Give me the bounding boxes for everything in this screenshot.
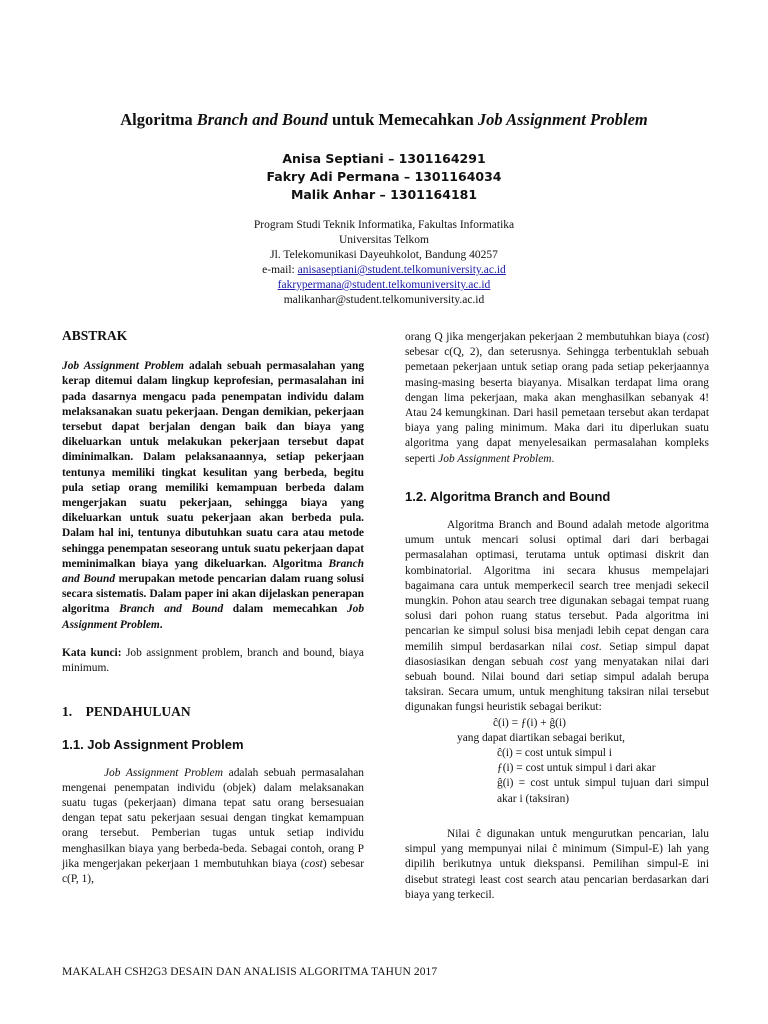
abstract-em-1: Job Assignment Problem <box>62 360 184 373</box>
last-paragraph: Nilai ĉ digunakan untuk mengurutkan pencarian, lalu simpul yang mempunyai nilai ĉ minimum (Simpul-E) lah yang dipilih berikutnya untuk diekspansi. Pemilihan simpul-E ini disebut strategi least cost search atau pencarian berdasarkan dari biaya yang terkecil. <box>405 827 709 901</box>
formula-item-2: ƒ(i) = cost untuk simpul i dari akar <box>497 762 656 775</box>
email-3: malikanhar@student.telkomuniversity.ac.id <box>283 294 485 306</box>
email-link-1[interactable]: anisaseptiani@student.telkomuniversity.ac.id <box>297 264 506 276</box>
affiliation <box>0 218 768 308</box>
abstract-em-4: Job Assignment Problem <box>62 603 365 631</box>
author-1: Anisa Septiani – 1301164291 <box>282 151 486 166</box>
affil-email-line <box>0 263 768 278</box>
keywords-text: Job assignment problem, branch and bound, biaya minimum. <box>62 646 364 675</box>
author-list <box>0 150 768 204</box>
rc-em-cost: cost <box>686 331 706 343</box>
author-2: Fakry Adi Permana – 1301164034 <box>266 169 502 184</box>
title-part2: Branch and Bound <box>196 110 328 129</box>
title-part4: Job Assignment Problem <box>477 110 648 129</box>
keywords <box>62 646 364 676</box>
abstract-text-3: dalam memecahkan <box>223 603 347 616</box>
abstract-text-4: . <box>159 618 163 631</box>
author-3: Malik Anhar – 1301164181 <box>290 187 478 202</box>
right-continuation <box>405 330 709 467</box>
abstract-text-1: adalah sebuah permasalahan yang kerap ditemui dalam lingkup keprofesian, permasalahan ini pada dasarnya mengacu pada penempatan individu dalam melaksanakan suatu pekerjaan. Dengan demikian, pekerjaan tersebut dapat berjalan dengan baik dan biaya yang dikeluarkan untuk melakukan pekerjaan tersebut dapat diminimalkan. Dalam pelaksanaannya, setiap pekerjaan tentunya memiliki tingkat kesulitan yang berbeda, begitu pula setiap orang memiliki kemampuan berbeda dalam mengerjakan suatu pekerjaan, sehingga biaya yang dikeluarkan untuk suatu pekerjaan akan berbeda pula. Dalam hal ini, tentunya dibutuhkan suatu cara atau metode sehingga penempatan seseorang untuk suatu pekerjaan dapat meminimalkan biaya yang dikeluarkan. Algoritma <box>62 360 365 570</box>
section1-1-heading: 1.1. Job Assignment Problem <box>62 737 244 753</box>
abstract-em-2: Branch and Bound <box>62 557 364 586</box>
rc-em-jap: Job Assignment Problem <box>438 452 552 465</box>
section1-2-heading: 1.2. Algoritma Branch and Bound <box>405 488 611 504</box>
formula-subtext: yang dapat diartikan sebagai berikut, <box>457 731 625 744</box>
rc-3: . <box>551 452 555 465</box>
b-1: Algoritma Branch and Bound adalah metode algoritma umum untuk mencari solusi optimal dari dari berbagai permasalahan optimasi, terutama untuk optimasi diskrit dan kombinatorial. Algoritma ini secara khusus mempelajari bagaimana cara untuk memperkecil search tree menjadi sekecil mungkin. Pohon atau search tree digunakan sebagai tempat ruang solusi dari pohon ruang status tersebut. Pada algoritma ini pencarian ke simpul solusi bisa menjadi lebih cepat dengan cara memilih simpul berdasarkan nilai <box>405 519 709 653</box>
title-part1: Algoritma <box>120 110 197 129</box>
s11-em: Job Assignment Problem <box>104 766 223 779</box>
formula-item-3: ĝ(i) = cost untuk simpul tujuan dari simpul akar i (taksiran) <box>497 777 709 805</box>
formula-item-1: ĉ(i) = cost untuk simpul i <box>497 747 612 760</box>
b-3: yang menyatakan nilai dari sebuah bound. Nilai bound dari setiap simpul adalah berupa taksiran. Secara umum, untuk menghitung taksiran nilai tersebut digunakan fungsi heuristik sebagai berikut: <box>405 655 709 714</box>
abstract-em-3: Branch and Bound <box>119 603 224 616</box>
s11-text: adalah sebuah permasalahan mengenai penempatan individu (objek) dalam melaksanakan suatu tugas (pekerjaan) dimana tepat satu orang bersesuaian dengan tepat satu pekerjaan sesuai dengan tingkat kemampuan orang tersebut. Pemberian tugas untuk setiap individu menghasilkan biaya yang berbeda-beda. Sebagai contoh, orang P jika mengerjakan pekerjaan 1 membutuhkan biaya ( <box>62 766 364 870</box>
abstract-heading: ABSTRAK <box>62 328 128 343</box>
right-column <box>405 330 709 903</box>
paper-title <box>0 110 768 130</box>
abstract-text-2: merupakan metode pencarian dalam ruang solusi secara sistematis. Dalam paper ini akan dijelaskan penerapan algoritma <box>62 573 364 616</box>
email-label: e-mail: <box>262 264 298 276</box>
section1-2-body <box>405 518 709 716</box>
section1-heading: 1. PENDAHULUAN <box>62 704 191 720</box>
rc-2: ) sebesar c(Q, 2), dan seterusnya. Sehingga terbentuklah sebuah pemetaan pekerjaan untuk setiap orang pada setiap pekerjaannya masing-masing beserta biayanya. Misalkan terdapat lima orang dengan lima pekerjaan, maka akan menghasilkan sebanyak 4! Atau 24 kemungkinan. Dari hasil pemetaan tersebut akan terdapat biaya yang paling minimum. Maka dari itu diperlukan suatu algoritma yang dapat menyelesaikan permasalahan kompleks seperti <box>405 331 709 465</box>
email-link-2[interactable]: fakrypermana@student.telkomuniversity.ac.id <box>277 279 491 291</box>
formula-main: ĉ(i) = ƒ(i) + ĝ(i) <box>493 716 566 729</box>
s11-text-2: ) sebesar c(P, 1), <box>62 857 364 886</box>
s11-em-cost: cost <box>304 857 323 870</box>
affil-line3: Jl. Telekomunikasi Dayeuhkolot, Bandung 40257 <box>270 249 498 261</box>
left-column <box>62 328 364 887</box>
title-part3: untuk Memecahkan <box>327 110 478 129</box>
b-2: . Setiap simpul dapat diasosiasikan dengan sebuah <box>405 640 709 668</box>
abstract-body <box>62 359 364 633</box>
b-em-2: cost <box>549 655 569 668</box>
b-em-1: cost <box>580 640 599 653</box>
keywords-label: Kata kunci: <box>62 646 122 659</box>
affil-line1: Program Studi Teknik Informatika, Fakultas Informatika <box>253 219 515 231</box>
page-footer: MAKALAH CSH2G3 DESAIN DAN ANALISIS ALGORITMA TAHUN 2017 <box>62 966 438 978</box>
section1-1-body <box>62 766 364 888</box>
affil-line2: Universitas Telkom <box>338 234 429 246</box>
rc-1: orang Q jika mengerjakan pekerjaan 2 membutuhkan biaya ( <box>405 331 687 343</box>
